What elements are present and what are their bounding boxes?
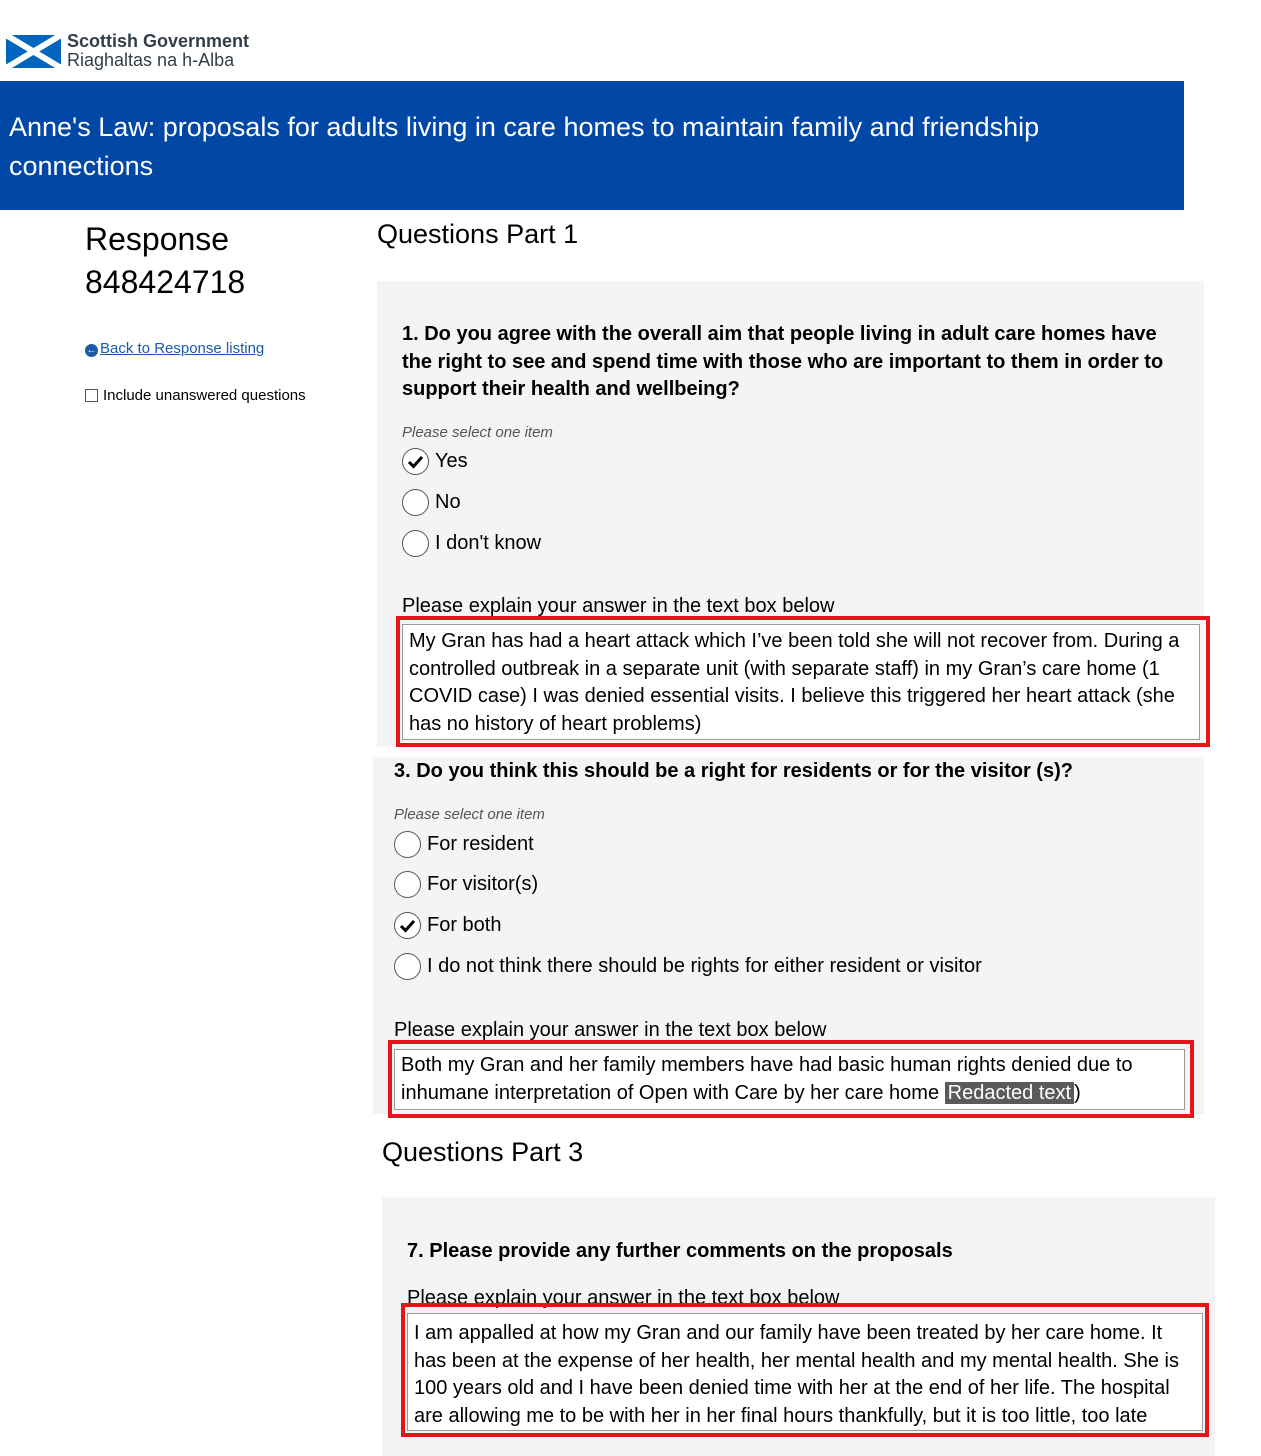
radio-unchecked[interactable] [402,530,429,557]
section-title-part-3: Questions Part 3 [382,1137,584,1167]
saltire-flag-icon [6,35,61,68]
brand-name-gd: Riaghaltas na h-Alba [67,50,235,70]
section-title-part-1: Questions Part 1 [377,219,579,249]
redacted-text: Redacted text [945,1082,1074,1104]
title-banner [0,81,1184,210]
radio-checked[interactable] [402,448,429,475]
q3-option-both[interactable] [394,912,501,939]
response-id: 848424718 [85,264,246,300]
highlight-box [396,616,1210,747]
option-label: I do not think there should be rights for either resident or visitor [427,955,982,977]
question-7-answer: I am appalled at how my Gran and our family have been treated by her care home. It has been at the expense of her health, her mental health and my mental health. She is 100 years old and I have been denied time with her at the end of her life. The hospital are allowing me to be with her in her final hours thankfully, but it is too little, too late [407,1313,1203,1431]
arrow-left-icon: ← [86,345,97,356]
back-link-label: Back to Response listing [100,340,265,357]
question-1-hint: Please select one item [402,424,553,441]
question-3-hint: Please select one item [394,806,545,823]
checkmark-icon [407,455,424,469]
option-label: No [435,491,461,513]
highlight-box [388,1040,1194,1118]
site-logo[interactable] [6,32,249,70]
checkmark-icon [399,919,416,933]
include-unanswered-toggle[interactable] [85,387,306,404]
page-title: Anne's Law: proposals for adults living in care homes to maintain family and friendship connections [9,112,1040,181]
back-to-listing-link[interactable] [85,340,264,357]
radio-unchecked[interactable] [394,953,421,980]
option-label: For both [427,914,502,936]
answer-text: Both my Gran and her family members have had basic human rights denied due to inhumane interpretation of Open with Care by her care home [401,1054,1133,1104]
include-unanswered-label: Include unanswered questions [103,387,306,404]
question-3-explain-label: Please explain your answer in the text box below [394,1019,827,1041]
option-label: For visitor(s) [427,873,539,895]
radio-unchecked[interactable] [402,489,429,516]
question-1-title: 1. Do you agree with the overall aim that people living in adult care homes have the right to see and spend time with those who are important to them in order to support their health and wellbeing? [402,323,1164,400]
radio-unchecked[interactable] [394,831,421,858]
radio-checked[interactable] [394,912,421,939]
response-label: Response [85,221,230,257]
radio-unchecked[interactable] [394,871,421,898]
question-1-explain-label: Please explain your answer in the text box below [402,595,835,617]
q1-option-yes[interactable] [402,448,468,475]
q1-option-dont-know[interactable] [402,530,541,557]
answer-tail: ) [1074,1081,1081,1104]
q3-option-visitors[interactable] [394,871,538,898]
question-1-answer: My Gran has had a heart attack which I’ve been told she will not recover from. During a controlled outbreak in a separate unit (with separate staff) in my Gran’s care home (1 COVID case) I was denied essential visits. I believe this triggered her heart attack (she has no history of heart problems) [402,624,1200,740]
highlight-box [401,1303,1209,1437]
q3-option-resident[interactable] [394,831,534,858]
include-unanswered-checkbox[interactable] [85,389,98,402]
q1-option-no[interactable] [402,489,461,516]
question-7-explain-label: Please explain your answer in the text box below [407,1287,840,1309]
option-label: I don't know [435,532,542,554]
question-7-title: 7. Please provide any further comments on the proposals [407,1240,953,1262]
q3-option-neither[interactable] [394,953,982,980]
question-3-title: 3. Do you think this should be a right for residents or for the visitor (s)? [394,760,1073,782]
option-label: For resident [427,833,534,855]
option-label: Yes [435,450,468,472]
brand-name-en: Scottish Government [67,31,250,51]
response-heading [85,218,245,304]
